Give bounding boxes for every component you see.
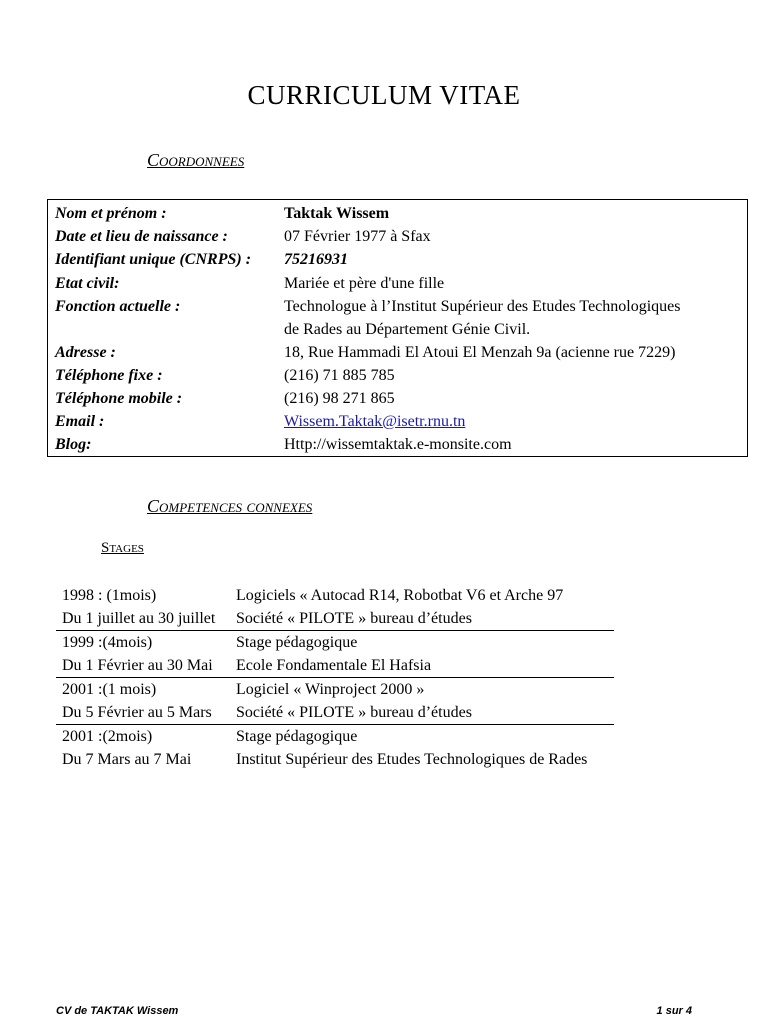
stage-period: Du 1 juillet au 30 juillet <box>62 610 216 627</box>
coord-value: Taktak Wissem <box>284 205 390 222</box>
stage-row <box>56 631 614 654</box>
stage-period: 1999 :(4mois) <box>62 634 153 651</box>
coordonnees-heading: Coordonnees <box>147 150 245 170</box>
coord-row-cnrps <box>48 248 747 271</box>
stage-row <box>56 654 614 677</box>
coord-value: Technologue à l’Institut Supérieur des Etudes Technologiques <box>284 298 681 315</box>
stage-row <box>56 725 614 748</box>
coord-label: Fonction actuelle : <box>55 298 181 315</box>
coord-row-email <box>48 410 747 433</box>
stage-row <box>56 584 614 607</box>
coord-label: Date et lieu de naissance : <box>55 228 228 245</box>
stage-period: Du 1 Février au 30 Mai <box>62 657 213 674</box>
stage-row <box>56 748 614 771</box>
stages-heading: Stages <box>101 540 144 556</box>
coord-row-birth <box>48 225 747 248</box>
coord-row-fonction <box>48 295 747 318</box>
stage-detail: Ecole Fondamentale El Hafsia <box>236 657 432 674</box>
coord-label: Email : <box>55 413 105 430</box>
coord-value: 07 Février 1977 à Sfax <box>284 228 431 245</box>
coord-label: Adresse : <box>55 344 116 361</box>
coord-label: Téléphone mobile : <box>55 390 183 407</box>
stage-detail: Institut Supérieur des Etudes Technologiques de Rades <box>236 751 588 768</box>
coord-value: 75216931 <box>284 251 348 268</box>
stage-period: Du 7 Mars au 7 Mai <box>62 751 192 768</box>
coord-value: Mariée et père d'une fille <box>284 275 445 292</box>
coord-value: 18, Rue Hammadi El Atoui El Menzah 9a (acienne rue 7229) <box>284 344 676 361</box>
blog-url: Http://wissemtaktak.e-monsite.com <box>284 436 512 453</box>
coord-row-adresse <box>48 341 747 364</box>
coord-label: Identifiant unique (CNRPS) : <box>55 251 252 268</box>
coordonnees-box <box>47 199 748 457</box>
stage-period: 2001 :(1 mois) <box>62 681 157 698</box>
stage-row <box>56 678 614 701</box>
coord-row-tel-mobile <box>48 387 747 410</box>
coord-row-tel-fixe <box>48 364 747 387</box>
stage-row <box>56 701 614 724</box>
stage-row <box>56 607 614 630</box>
footer-page-number: 1 sur 4 <box>656 1005 692 1017</box>
coord-label: Etat civil: <box>55 275 120 292</box>
stage-detail: Société « PILOTE » bureau d’études <box>236 610 472 627</box>
competences-heading: Competences connexes <box>147 496 313 516</box>
stage-detail: Logiciel « Winproject 2000 » <box>236 681 425 698</box>
coord-value: (216) 71 885 785 <box>284 367 395 384</box>
document-title: CURRICULUM VITAE <box>247 80 521 110</box>
coord-label: Nom et prénom : <box>55 205 167 222</box>
stage-period: Du 5 Février au 5 Mars <box>62 704 212 721</box>
coord-value: (216) 98 271 865 <box>284 390 395 407</box>
footer-author: CV de TAKTAK Wissem <box>56 1005 179 1017</box>
stage-period: 1998 : (1mois) <box>62 587 157 604</box>
coord-row-name <box>48 202 747 225</box>
stage-detail: Société « PILOTE » bureau d’études <box>236 704 472 721</box>
coord-label: Blog: <box>55 436 92 453</box>
stage-detail: Stage pédagogique <box>236 728 358 745</box>
coord-row-blog <box>48 433 747 456</box>
coord-row-etat-civil <box>48 272 747 295</box>
coord-row-fonction-cont <box>48 318 747 341</box>
coord-value: de Rades au Département Génie Civil. <box>284 321 531 338</box>
stage-detail: Logiciels « Autocad R14, Robotbat V6 et Arche 97 <box>236 587 564 604</box>
coord-label: Téléphone fixe : <box>55 367 163 384</box>
stage-detail: Stage pédagogique <box>236 634 358 651</box>
stages-table <box>56 584 614 771</box>
email-link[interactable]: Wissem.Taktak@isetr.rnu.tn <box>284 413 466 430</box>
stage-period: 2001 :(2mois) <box>62 728 153 745</box>
